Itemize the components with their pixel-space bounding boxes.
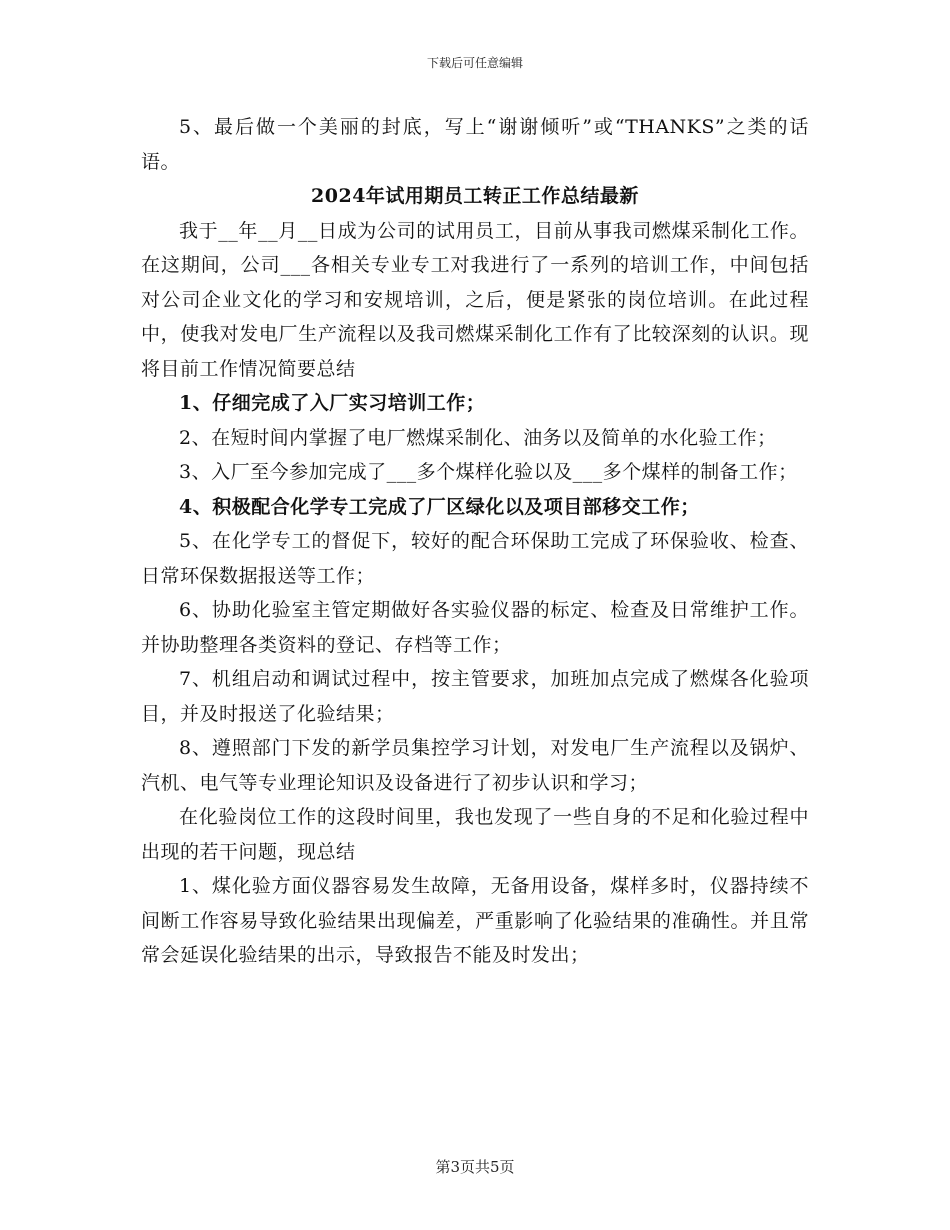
page-header-note: 下载后可任意编辑	[426, 56, 523, 70]
paragraph-item-6: 6、协助化验室主管定期做好各实验仪器的标定、检查及日常维护工作。并协助整理各类资料的登记、存档等工作；	[141, 599, 809, 656]
document-body	[141, 110, 809, 973]
paragraph-problem-1: 1、煤化验方面仪器容易发生故障，无备用设备，煤样多时，仪器持续不间断工作容易导致化验结果出现偏差，严重影响了化验结果的准确性。并且常常会延误化验结果的出示，导致报告不能及时发出；	[141, 875, 809, 966]
document-title: 2024年试用期员工转正工作总结最新	[311, 185, 639, 207]
paragraph-item-5: 5、在化学专工的督促下，较好的配合环保助工完成了环保验收、检查、日常环保数据报送等工作；	[141, 530, 809, 587]
paragraph-item-4: 4、积极配合化学专工完成了厂区绿化以及项目部移交工作；	[179, 495, 700, 518]
paragraph-item-7: 7、机组启动和调试过程中，按主管要求，加班加点完成了燃煤各化验项目，并及时报送了化验结果；	[141, 668, 809, 725]
paragraph-shortcomings-intro: 在化验岗位工作的这段时间里，我也发现了一些自身的不足和化验过程中出现的若干问题，现总结	[141, 806, 809, 863]
paragraph-item-2: 2、在短时间内掌握了电厂燃煤采制化、油务以及简单的水化验工作；	[179, 426, 777, 449]
page-footer-indicator: 第3页共5页	[435, 1158, 515, 1176]
intro-paragraph: 5、最后做一个美丽的封底，写上“谢谢倾听”或“THANKS”之类的话语。	[141, 116, 809, 173]
paragraph-intro-summary: 我于__年__月__日成为公司的试用员工，目前从事我司燃煤采制化工作。在这期间，公司___各相关专业专工对我进行了一系列的培训工作，中间包括对公司企业文化的学习和安规培训，之后，便是紧张的岗位培训。在此过程中，使我对发电厂生产流程以及我司燃煤采制化工作有了比较深刻的认识。现将目前工作情况简要总结	[141, 219, 809, 380]
paragraph-item-1: 1、仔细完成了入厂实习培训工作；	[179, 392, 486, 414]
paragraph-item-8: 8、遵照部门下发的新学员集控学习计划，对发电厂生产流程以及锅炉、汽机、电气等专业理论知识及设备进行了初步认识和学习；	[141, 737, 809, 794]
paragraph-item-3: 3、入厂至今参加完成了___多个煤样化验以及___多个煤样的制备工作；	[179, 461, 798, 483]
